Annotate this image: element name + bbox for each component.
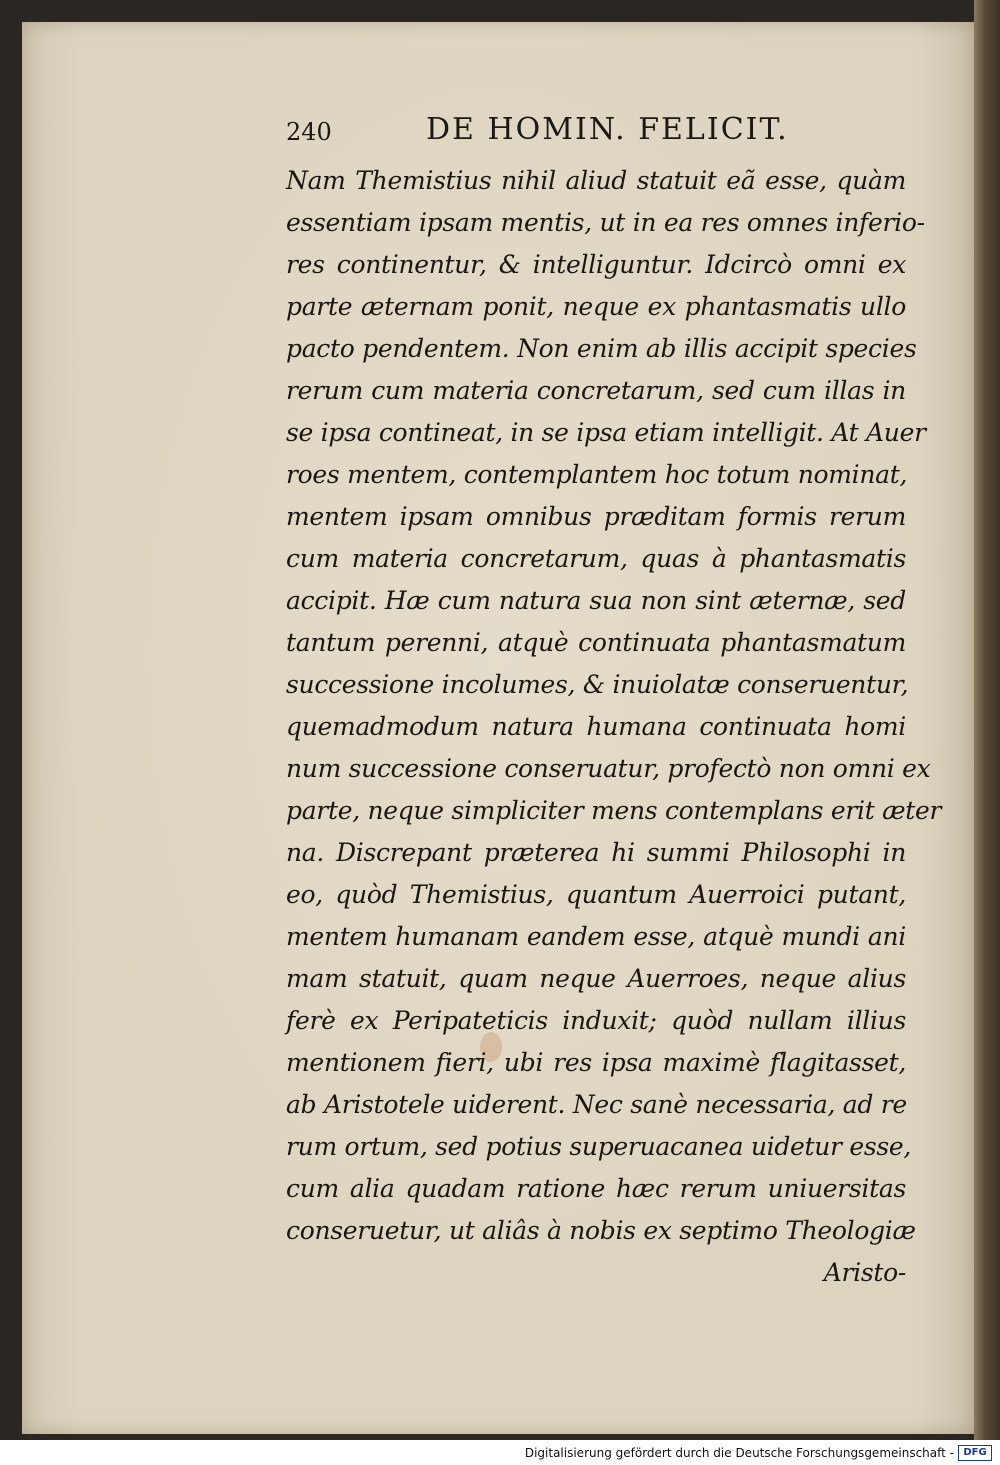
text-line: na. Discrepant præterea hi summi Philosophi in — [286, 838, 906, 867]
running-head: DE HOMIN. FELICIT. — [426, 112, 789, 147]
text-line: mam statuit, quam neque Auerroes, neque alius — [286, 964, 906, 993]
text-line: parte, neque simpliciter mens contemplans erit æter — [286, 796, 942, 825]
text-line: cum alia quadam ratione hæc rerum uniuersitas — [286, 1174, 906, 1203]
text-line: quemadmodum natura humana continuata homi — [286, 712, 906, 741]
book-spine-edge — [974, 0, 1000, 1440]
page-number: 240 — [286, 118, 332, 146]
text-line: conseruetur, ut aliâs à nobis ex septimo Theologiæ — [286, 1216, 916, 1245]
text-line: essentiam ipsam mentis, ut in ea res omnes inferio- — [286, 208, 925, 237]
body-text — [286, 160, 942, 1294]
text-line: successione incolumes, & inuiolatæ conseruentur, — [286, 670, 909, 699]
page-header — [286, 112, 846, 152]
text-line: mentem humanam eandem esse, atquè mundi ani — [286, 922, 906, 951]
text-line: Nam Themistius nihil aliud statuit eã esse, quàm — [286, 166, 906, 195]
text-line: eo, quòd Themistius, quantum Auerroici putant, — [286, 880, 906, 909]
dfg-logo: DFG — [958, 1445, 992, 1461]
text-line: pacto pendentem. Non enim ab illis accipit species — [286, 334, 917, 363]
digitization-footer — [0, 1440, 1000, 1465]
text-line: mentionem fieri, ubi res ipsa maximè flagitasset, — [286, 1048, 906, 1077]
text-line: rerum cum materia concretarum, sed cum illas in — [286, 376, 906, 405]
text-line: ferè ex Peripateticis induxit; quòd nullam illius — [286, 1006, 906, 1035]
funding-credit: Digitalisierung gefördert durch die Deutsche Forschungsgemeinschaft - — [524, 1446, 954, 1460]
catchword: Aristo- — [823, 1258, 906, 1287]
text-line: parte æternam ponit, neque ex phantasmatis ullo — [286, 292, 906, 321]
text-line: res continentur, & intelliguntur. Idcircò omni ex — [286, 250, 906, 279]
text-line: num successione conseruatur, profectò non omni ex — [286, 754, 931, 783]
text-line: cum materia concretarum, quas à phantasmatis — [286, 544, 906, 573]
text-line: accipit. Hæ cum natura sua non sint æternæ, sed — [286, 586, 906, 615]
text-line: roes mentem, contemplantem hoc totum nominat, — [286, 460, 908, 489]
text-line: tantum perenni, atquè continuata phantasmatum — [286, 628, 906, 657]
text-line: ab Aristotele uiderent. Nec sanè necessaria, ad re — [286, 1090, 907, 1119]
text-line: mentem ipsam omnibus præditam formis rerum — [286, 502, 906, 531]
text-line: se ipsa contineat, in se ipsa etiam intelligit. At Auer — [286, 418, 926, 447]
text-line: rum ortum, sed potius superuacanea uidetur esse, — [286, 1132, 912, 1161]
